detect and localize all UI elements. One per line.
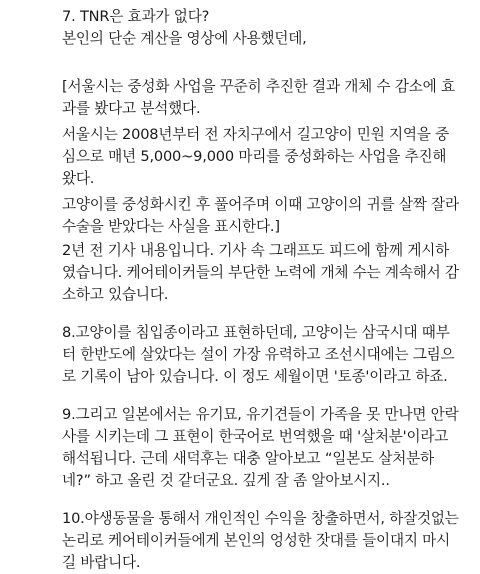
quote-line: 고양이를 중성화시킨 후 풀어주며 이때 고양이의 귀를 살짝 잘라 [62, 196, 459, 213]
quote-line: 왔다. [62, 170, 95, 187]
note-line: 소하고 있습니다. [62, 286, 169, 303]
section-7 [62, 6, 474, 50]
section-9-line: 해석됩니다. 근데 새덕후는 대충 알아보고 “일본도 살처분하 [62, 450, 434, 467]
section-9-line: 사를 시키는데 그 표현이 한국어로 번역했을 때 '살처분'이라고 [62, 428, 449, 445]
quote-line: 수술을 받았다는 사실을 표시한다.] [62, 218, 280, 235]
note-line: 2년 전 기사 내용입니다. 기사 속 그래프도 피드에 함께 게시하 [62, 242, 450, 259]
section-9-line: 네?” 하고 올린 것 같더군요. 깊게 잘 좀 알아보시지.. [62, 472, 390, 489]
note-line: 였습니다. 케어테이커들의 부단한 노력에 개체 수는 계속해서 감 [62, 264, 459, 281]
section-8-line: 터 한반도에 살았다는 설이 가장 유력하고 조선시대에는 그림으 [62, 346, 455, 363]
quote-line: 심으로 매년 5,000~9,000 마리를 중성화하는 사업을 추진해 [62, 148, 447, 165]
section-10-line: 논리로 케어테이커들에게 본인의 엉성한 잣대를 들이대지 마시 [62, 532, 450, 549]
article-note [62, 240, 474, 306]
quote-line: 서울시는 2008년부터 전 자치구에서 길고양이 민원 지역을 중 [62, 126, 450, 143]
section-7-text: 본인의 단순 계산을 영상에 사용했던데, [62, 30, 307, 47]
section-8 [62, 322, 474, 388]
quote-line: 과를 봤다고 분석했다. [62, 100, 201, 117]
quoted-article [62, 76, 474, 238]
section-10-line: 10.야생동물을 통해서 개인적인 수익을 창출하면서, 하잘것없는 [62, 510, 459, 527]
section-10-line: 길 바랍니다. [62, 554, 141, 571]
section-9 [62, 404, 474, 492]
section-10 [62, 508, 474, 574]
quote-line: [서울시는 중성화 사업을 꾸준히 추진한 결과 개체 수 감소에 효 [62, 78, 455, 95]
section-8-line: 8.고양이를 침입종이라고 표현하던데, 고양이는 삼국시대 때부 [62, 324, 450, 341]
section-9-line: 9.그리고 일본에서는 유기묘, 유기견들이 가족을 못 만나면 안락 [62, 406, 459, 423]
section-7-heading: 7. TNR은 효과가 없다? [62, 8, 210, 25]
section-8-line: 로 기록이 남아 있습니다. 이 정도 세월이면 '토종'이라고 하죠. [62, 368, 448, 385]
